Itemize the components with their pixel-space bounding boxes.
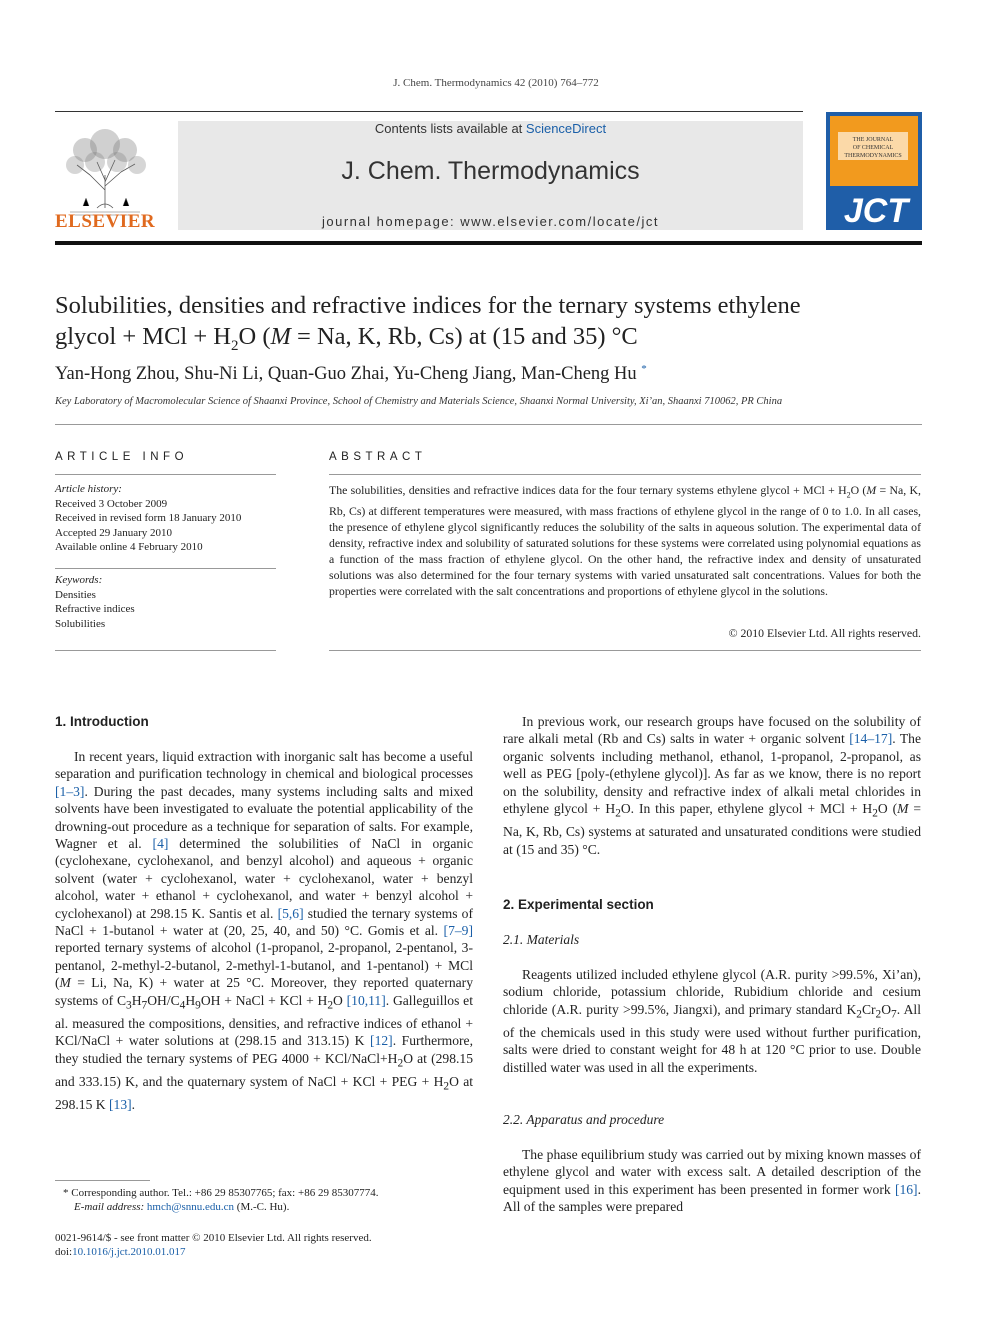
section-2-1-heading: 2.1. Materials: [503, 932, 580, 947]
history-item: Received in revised form 18 January 2010: [55, 512, 242, 524]
abstract-copyright: © 2010 Elsevier Ltd. All rights reserved.: [728, 626, 921, 640]
abstract-rule-bottom: [329, 650, 921, 651]
keywords-label: Keywords:: [55, 574, 103, 586]
info-rule-top: [55, 474, 276, 475]
history-item: Available online 4 February 2010: [55, 541, 203, 553]
section-2-2-heading: 2.2. Apparatus and procedure: [503, 1112, 665, 1127]
abstract-part-a: The solubilities, densities and refractive indices data for the four ternary systems ethylene glycol + MCl + H: [329, 483, 847, 497]
info-rule-mid: [55, 568, 276, 569]
footnote-rule: [55, 1180, 150, 1181]
title-line-1: Solubilities, densities and refractive indices for the ternary systems ethylene: [55, 292, 801, 319]
header-bottom-rule: [55, 241, 922, 245]
cover-abbrev: JCT: [843, 192, 909, 230]
abstract-rule-top: [329, 474, 921, 475]
header-top-rule: [55, 111, 803, 112]
title-line-2b: O (: [238, 323, 271, 350]
history-item: Accepted 29 January 2010: [55, 526, 172, 539]
title-sub: 2: [231, 337, 239, 354]
materials-paragraph: Reagents utilized included ethylene glycol (A.R. purity >99.5%, Xi’an), sodium chloride, potassium chloride, Rubidium chloride and cesium chloride (A.R. purity >99.5%, Jiangxi), and primary standard $K_2Cr_2O_7$. All of the chemicals used in this study were used without further purification, salts were dried to constant weight for 48 h at 120 °C prior to use. Double distilled water was used in all the experiments.: [503, 967, 921, 1075]
history-item: Received 3 October 2009: [55, 497, 168, 510]
abstract-text: [329, 482, 921, 599]
contents-line: [178, 121, 803, 136]
apparatus-paragraph: The phase equilibrium study was carried out by mixing known masses of ethylene glycol and water with excess salt. A detailed description of the equipment used in this experiment has been presented in former work [16]. All of the samples were prepared: [503, 1147, 921, 1215]
journal-cover-image: [826, 112, 922, 230]
article-info-heading: ARTICLE INFO: [55, 451, 189, 463]
keyword: Solubilities: [55, 617, 106, 630]
corresponding-author: Corresponding author. Tel.: +86 29 85307765; fax: +86 29 85307774.: [68, 1187, 379, 1199]
previous-work-paragraph: In previous work, our research groups have focused on the solubility of rare alkali metal (Rb and Cs) salts in water + organic solvent [14–17]. The organic solvents including methanol, ethanol, 1-propanol, 2-propanol, as well as PEG [poly-(ethylene glycol)]. As far as we know, there is no report on the solubility, density and refractive index of alkali metal chlorides in ethylene glycol + $H_2O$. In this paper, ethylene glycol + MCl + $H_2O$ (M = Na, K, Rb, Cs) systems at saturated and unsaturated conditions were studied at (15 and 35) °C.: [503, 714, 922, 857]
abstract-m: M: [866, 483, 877, 497]
journal-homepage[interactable]: journal homepage: www.elsevier.com/locate/jct: [321, 214, 660, 229]
footnote: [55, 1186, 475, 1214]
svg-text:THE JOURNAL: THE JOURNAL: [852, 137, 894, 143]
keyword: Refractive indices: [55, 603, 135, 615]
email-suffix: (M.-C. Hu).: [234, 1201, 290, 1213]
doi-prefix: doi:: [55, 1246, 73, 1258]
footnote-star: *: [63, 1187, 69, 1199]
elsevier-wordmark: ELSEVIER: [55, 211, 156, 232]
abstract-heading: ABSTRACT: [329, 451, 427, 463]
sciencedirect-link[interactable]: ScienceDirect: [525, 121, 607, 136]
issn-doi: [55, 1231, 475, 1259]
journal-title: J. Chem. Thermodynamics: [341, 157, 640, 185]
issn-line: 0021-9614/$ - see front matter © 2010 Elsevier Ltd. All rights reserved.: [55, 1232, 372, 1244]
author-list: [55, 363, 925, 385]
article-title: [55, 290, 925, 362]
history-label: Article history:: [55, 483, 122, 495]
contents-prefix: Contents lists available at: [374, 121, 526, 136]
email-label: E-mail address:: [74, 1201, 145, 1213]
journal-citation: J. Chem. Thermodynamics 42 (2010) 764–772: [393, 77, 599, 89]
title-rule: [55, 424, 922, 425]
title-line-2a: glycol + MCl + H: [55, 323, 231, 350]
title-line-2c: = Na, K, Rb, Cs) at (15 and 35) °C: [290, 323, 638, 350]
title-m: M: [270, 323, 291, 350]
affiliation: Key Laboratory of Macromolecular Science of Shaanxi Province, School of Chemistry and Materials Science, Shaanxi Normal University, Xi’an, Shaanxi 710062, PR China: [55, 396, 783, 407]
article-history: [55, 482, 241, 555]
svg-text:OF CHEMICAL: OF CHEMICAL: [852, 145, 894, 151]
section-2-heading: 2. Experimental section: [503, 897, 654, 912]
abstract-part-b: O (: [850, 483, 867, 497]
doi-link[interactable]: 10.1016/j.jct.2010.01.017: [72, 1246, 186, 1258]
email-link[interactable]: hmch@snnu.edu.cn: [146, 1201, 235, 1213]
authors-text: Yan-Hong Zhou, Shu-Ni Li, Quan-Guo Zhai, Yu-Cheng Jiang, Man-Cheng Hu: [55, 364, 637, 385]
author-footnote-mark[interactable]: *: [641, 363, 647, 375]
intro-paragraph: In recent years, liquid extraction with inorganic salt has become a useful separation and purification technology in chemical and biological processes [1–3]. During the past decades, many systems including salts and mixed solvents have been investigated to evaluate the potential applicability of the drowning-out procedure as a technique for separation of salts. For example, Wagner et al. [4] determined the solubilities of NaCl in organic (cyclohexane, cyclohexanol, and benzyl alcohol) and aqueous + organic solvent (water + cyclohexanol, water + cyclohexanol, water + benzyl alcohol, water + ethanol + cyclohexanol, and water + benzyl alcohol + cyclohexanol) at 298.15 K. Santis et al. [5,6] studied the ternary systems of NaCl + 1-butanol + water at (20, 25, 40, and 50) °C. Gomis et al. [7–9] reported ternary systems of alcohol (1-propanol, 2-propanol, 2-pentanol, 3-pentanol, 2-methyl-2-butanol, 2-methyl-1-butanol, and 1-pentanol) + MCl (M = Li, Na, K) + water at 25 °C. Moreover, they reported quaternary systems of $C_3H_7OH/C_4H_9OH$ + NaCl + KCl + $H_2O$ [10,11]. Galleguillos et al. measured the compositions, densities, and refractive indices of ethanol + KCl/NaCl + water solutions at (298.15 and 313.15) K [12]. Furthermore, they studied the ternary systems of PEG 4000 + KCl/$NaCl+H_2O$ at (298.15 and 333.15) K, and the quaternary system of NaCl + KCl + PEG + $H_2O$ at 298.15 K [13].: [55, 749, 473, 1112]
svg-text:THERMODYNAMICS: THERMODYNAMICS: [844, 153, 902, 159]
abstract-sub: 2: [846, 490, 851, 500]
keywords: [55, 573, 135, 631]
section-1-heading: 1. Introduction: [55, 714, 149, 729]
info-rule-bottom: [55, 650, 276, 651]
keyword: Densities: [55, 588, 96, 601]
abstract-part-c: = Na, K, Rb, Cs) at different temperatures were measured, with mass fractions of ethylene glycol in the range of 0 to 1.0. In all cases, the presence of ethylene glycol significantly reduces the solubility of the salts in aqueous solution. The experimental data of density, refractive index and solubility of saturated solutions for these systems were correlated using polynomial equations as a function of the mass fraction of ethylene glycol. On the other hand, the refractive index and density of unsaturated solutions was also determined for the four ternary systems with varied unsaturated salt concentrations. Values for both the properties were correlated with the salt concentrations and proportions of ethylene glycol in the solutions.: [329, 483, 921, 599]
